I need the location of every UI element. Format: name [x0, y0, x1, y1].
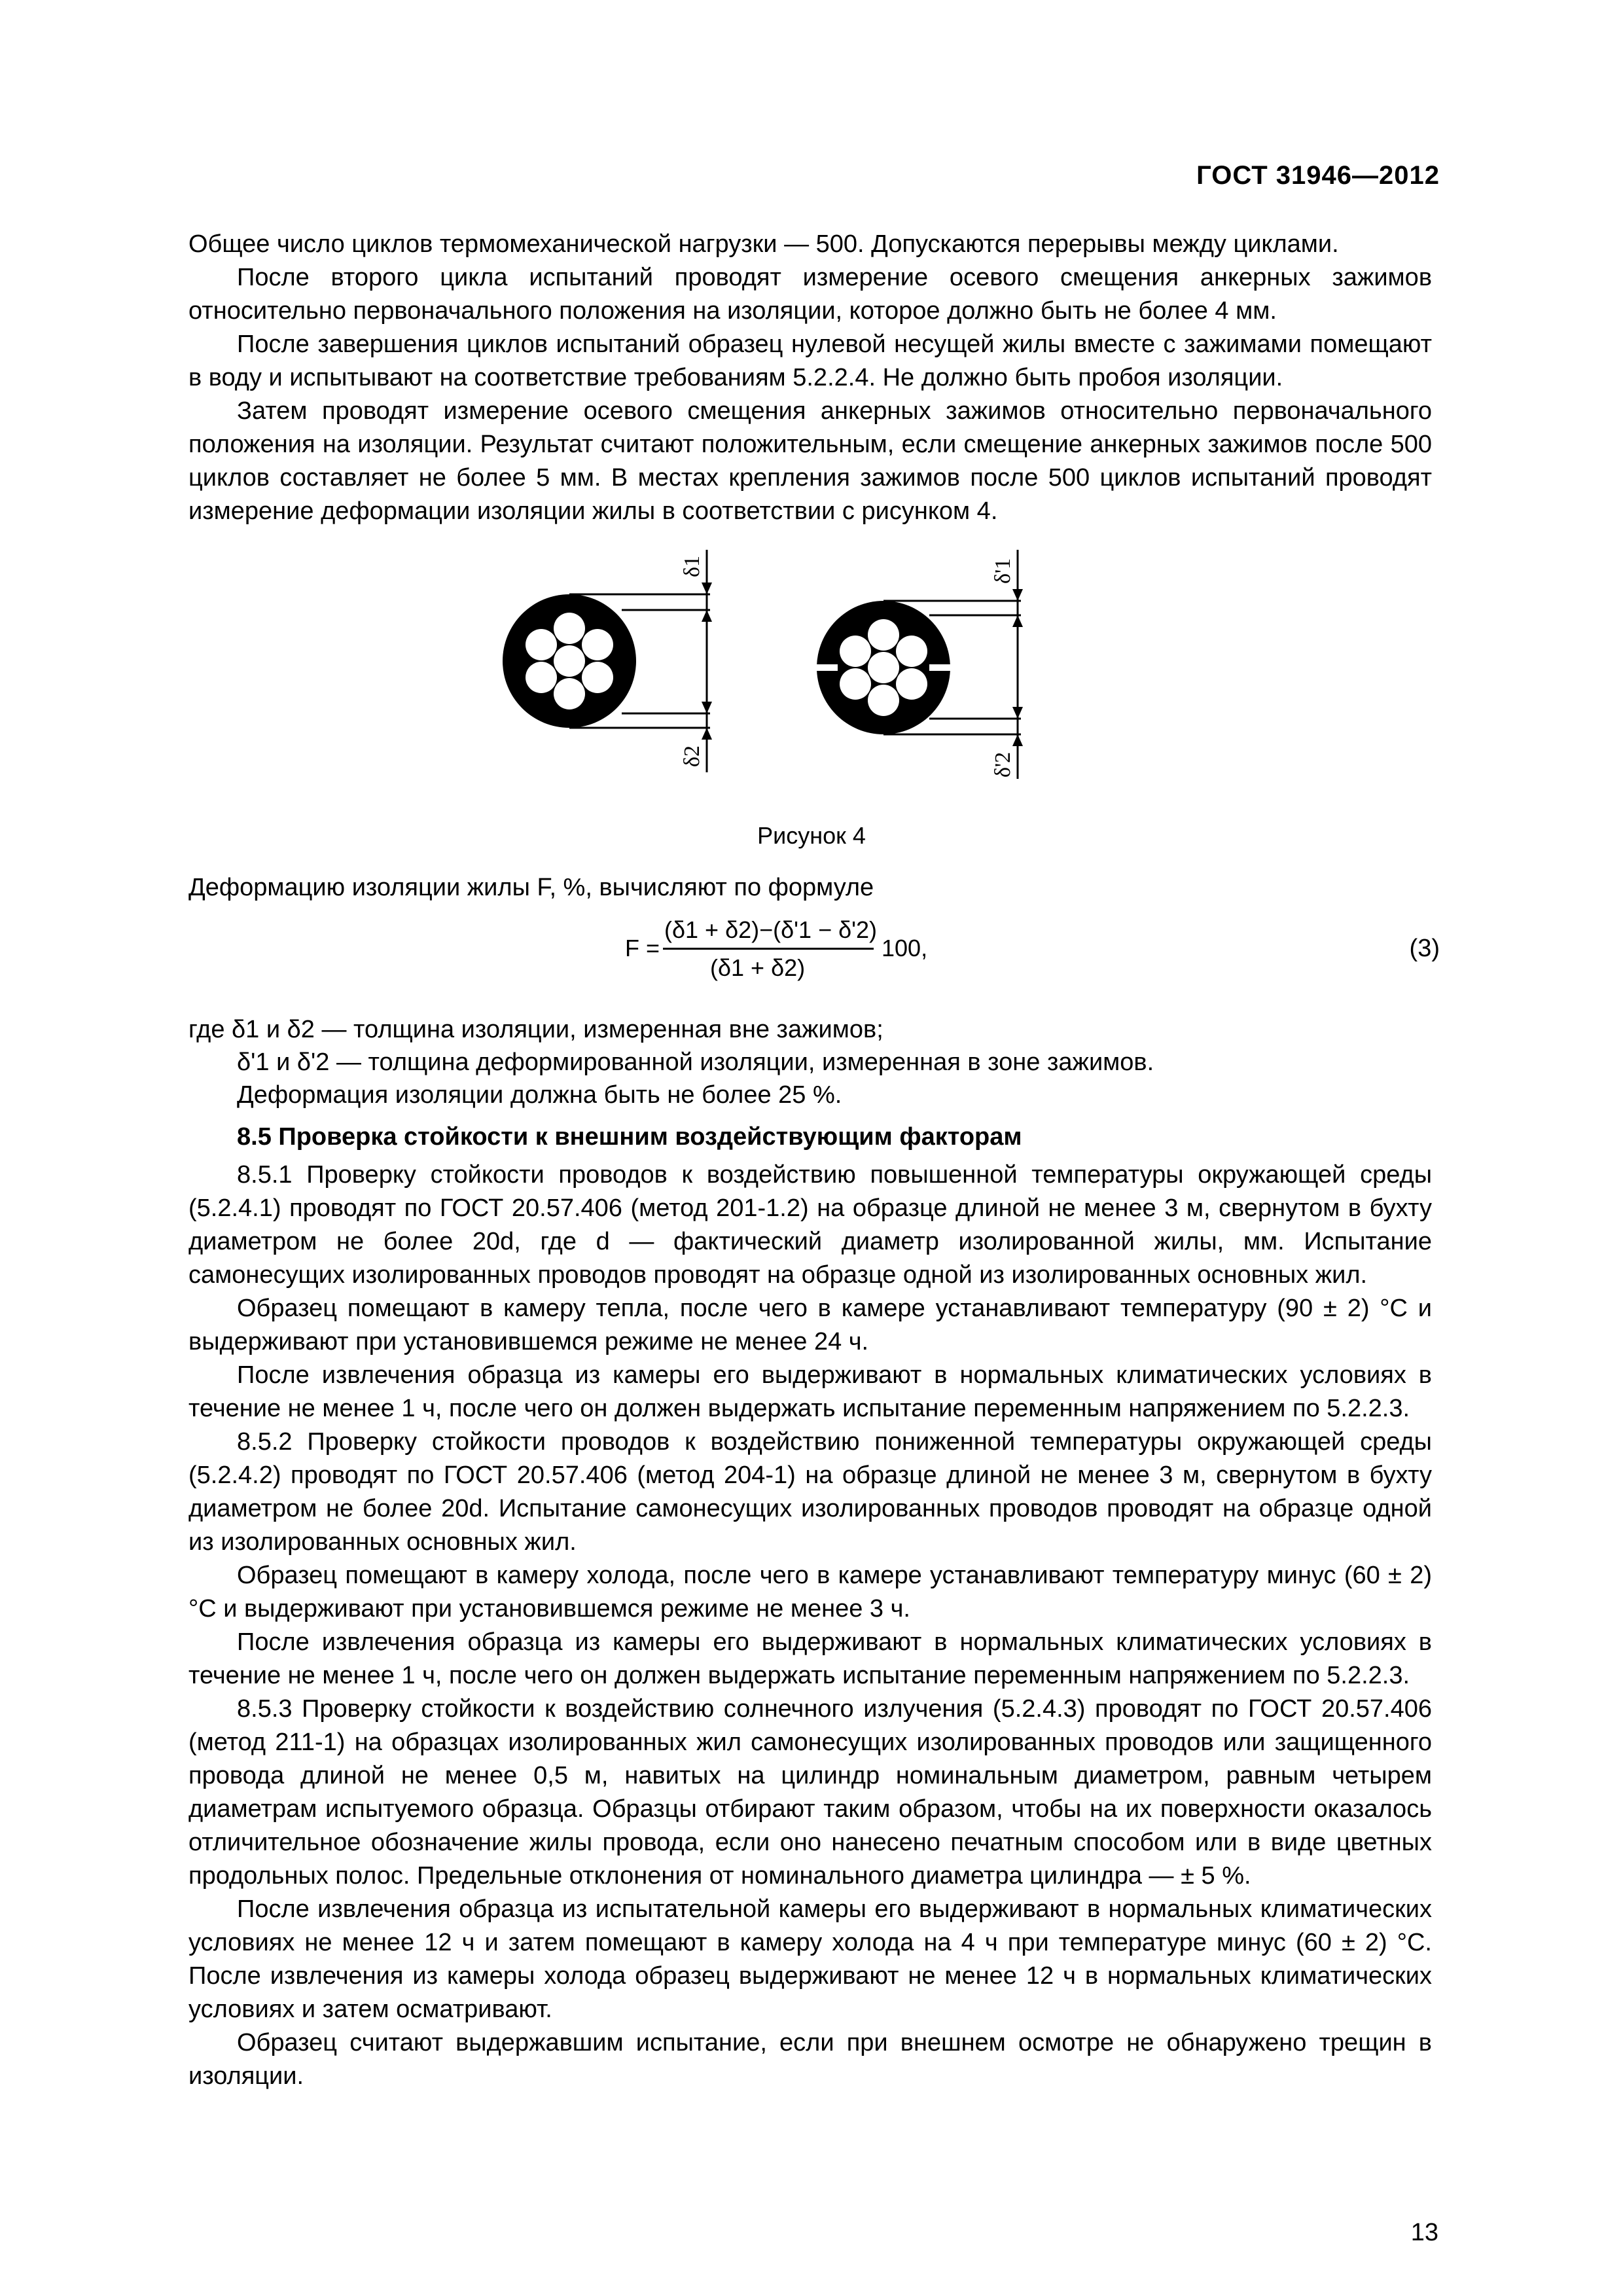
label-delta-2: δ2: [680, 745, 704, 767]
formula-numerator: (δ1 + δ2)−(δ'1 − δ'2): [664, 916, 878, 943]
intro-paragraph-2: После второго цикла испытаний проводят измерение осевого смещения анкерных зажимов относительно первоначального положения на изоляции, которое должно быть не более 4 мм.: [188, 264, 1432, 325]
intro-paragraph-1: Общее число циклов термомеханической нагрузки — 500. Допускаются перерывы между циклами.: [188, 230, 1339, 258]
formula-legend: [188, 1013, 1432, 1111]
section-paragraph-5: Образец помещают в камеру холода, после чего в камере устанавливают температуру минус (60 ± 2) °С и выдерживают при установившемся режиме не менее 3 ч.: [188, 1562, 1432, 1623]
figure-4-cable-cross-sections: [497, 537, 1086, 818]
fraction-bar: [663, 948, 874, 950]
label-delta-2-prime: δ'2: [991, 751, 1015, 778]
section-paragraph-3: После извлечения образца из камеры его выдерживают в нормальных климатических условиях в течение не менее 1 ч, после чего он должен выдержать испытание переменным напряжением по 5.2.2.3.: [188, 1361, 1432, 1422]
label-delta-1-prime: δ'1: [991, 558, 1015, 584]
legend-line-1: где δ1 и δ2 — толщина изоляции, измеренная вне зажимов;: [188, 1016, 883, 1043]
section-paragraph-2: Образец помещают в камеру тепла, после чего в камере устанавливают температуру (90 ± 2) °С и выдерживают при установившемся режиме не менее 24 ч.: [188, 1295, 1432, 1355]
legend-line-2: δ'1 и δ'2 — толщина деформированной изоляции, измеренная в зоне зажимов.: [237, 1049, 1154, 1076]
formula-intro: Деформацию изоляции жилы F, %, вычисляют по формуле: [188, 874, 874, 901]
formula-number: (3): [1409, 935, 1440, 962]
page-number: 13: [1410, 2219, 1438, 2246]
section-title: 8.5 Проверка стойкости к внешним воздействующим факторам: [237, 1123, 1022, 1151]
formula-factor: 100,: [882, 935, 928, 961]
cable-cross-section-left: [503, 550, 712, 772]
section-paragraph-9: Образец считают выдержавшим испытание, если при внешнем осмотре не обнаружено трещин в изоляции.: [188, 2029, 1432, 2090]
figure-caption: Рисунок 4: [757, 822, 866, 849]
section-paragraph-6: После извлечения образца из камеры его выдерживают в нормальных климатических условиях в течение не менее 1 ч, после чего он должен выдержать испытание переменным напряжением по 5.2.2.3.: [188, 1628, 1432, 1689]
section-text: [188, 1158, 1432, 2093]
label-delta-1: δ1: [680, 555, 704, 577]
section-paragraph-7: 8.5.3 Проверку стойкости к воздействию солнечного излучения (5.2.4.3) проводят по ГОСТ 20.57.406 (метод 211-1) на образцах изолированных жил самонесущих изолированных проводов или защищенного провода длиной не менее 0,5 м, навитых на цилиндр номинальным диаметром, равным четырем диаметрам испытуемого образца. Образцы отбирают таким образом, чтобы на их поверхности оказалось отличительное обозначение жилы провода, если оно нанесено печатным способом или в виде цветных продольных полос. Предельные отклонения от номинального диаметра цилиндра — ± 5 %.: [188, 1695, 1432, 1890]
intro-paragraph-4: Затем проводят измерение осевого смещения анкерных зажимов относительно первоначального положения на изоляции. Результат считают положительным, если смещение анкерных зажимов после 500 циклов составляет не более 5 мм. В местах крепления зажимов после 500 циклов испытаний проводят измерение деформации изоляции жилы в соответствии с рисунком 4.: [188, 397, 1432, 525]
formula-lhs: F =: [625, 935, 660, 961]
standard-header: ГОСТ 31946—2012: [1196, 161, 1440, 190]
section-paragraph-4: 8.5.2 Проверку стойкости проводов к воздействию пониженной температуры окружающей среды (5.2.4.2) проводят по ГОСТ 20.57.406 (метод 204-1) на образце длиной не менее 3 м, свернутом в бухту диаметром не более 20d. Испытание самонесущих изолированных проводов проводят на образце одной из изолированных основных жил.: [188, 1428, 1432, 1556]
intro-text: [188, 228, 1432, 528]
legend-line-3: Деформация изоляции должна быть не более 25 %.: [237, 1081, 842, 1109]
formula-denominator: (δ1 + δ2): [710, 954, 806, 981]
intro-paragraph-3: После завершения циклов испытаний образец нулевой несущей жилы вместе с зажимами помещают в воду и испытывают на соответствие требованиям 5.2.2.4. Не должно быть пробоя изоляции.: [188, 331, 1432, 391]
cable-cross-section-right: [812, 550, 1023, 779]
section-paragraph-1: 8.5.1 Проверку стойкости проводов к воздействию повышенной температуры окружающей среды (5.2.4.1) проводят по ГОСТ 20.57.406 (метод 201-1.2) на образце длиной не менее 3 м, свернутом в бухту диаметром не более 20d, где d — фактический диаметр изолированной жилы, мм. Испытание самонесущих изолированных проводов проводят на образце одной из изолированных основных жил.: [188, 1161, 1432, 1289]
deformation-formula: [625, 916, 1018, 1001]
section-paragraph-8: После извлечения образца из испытательной камеры его выдерживают в нормальных климатических условиях не менее 12 ч и затем помещают в камеру холода на 4 ч при температуре минус (60 ± 2) °С. После извлечения из камеры холода образец выдерживают не менее 12 ч в нормальных климатических условиях и затем осматривают.: [188, 1895, 1432, 2023]
